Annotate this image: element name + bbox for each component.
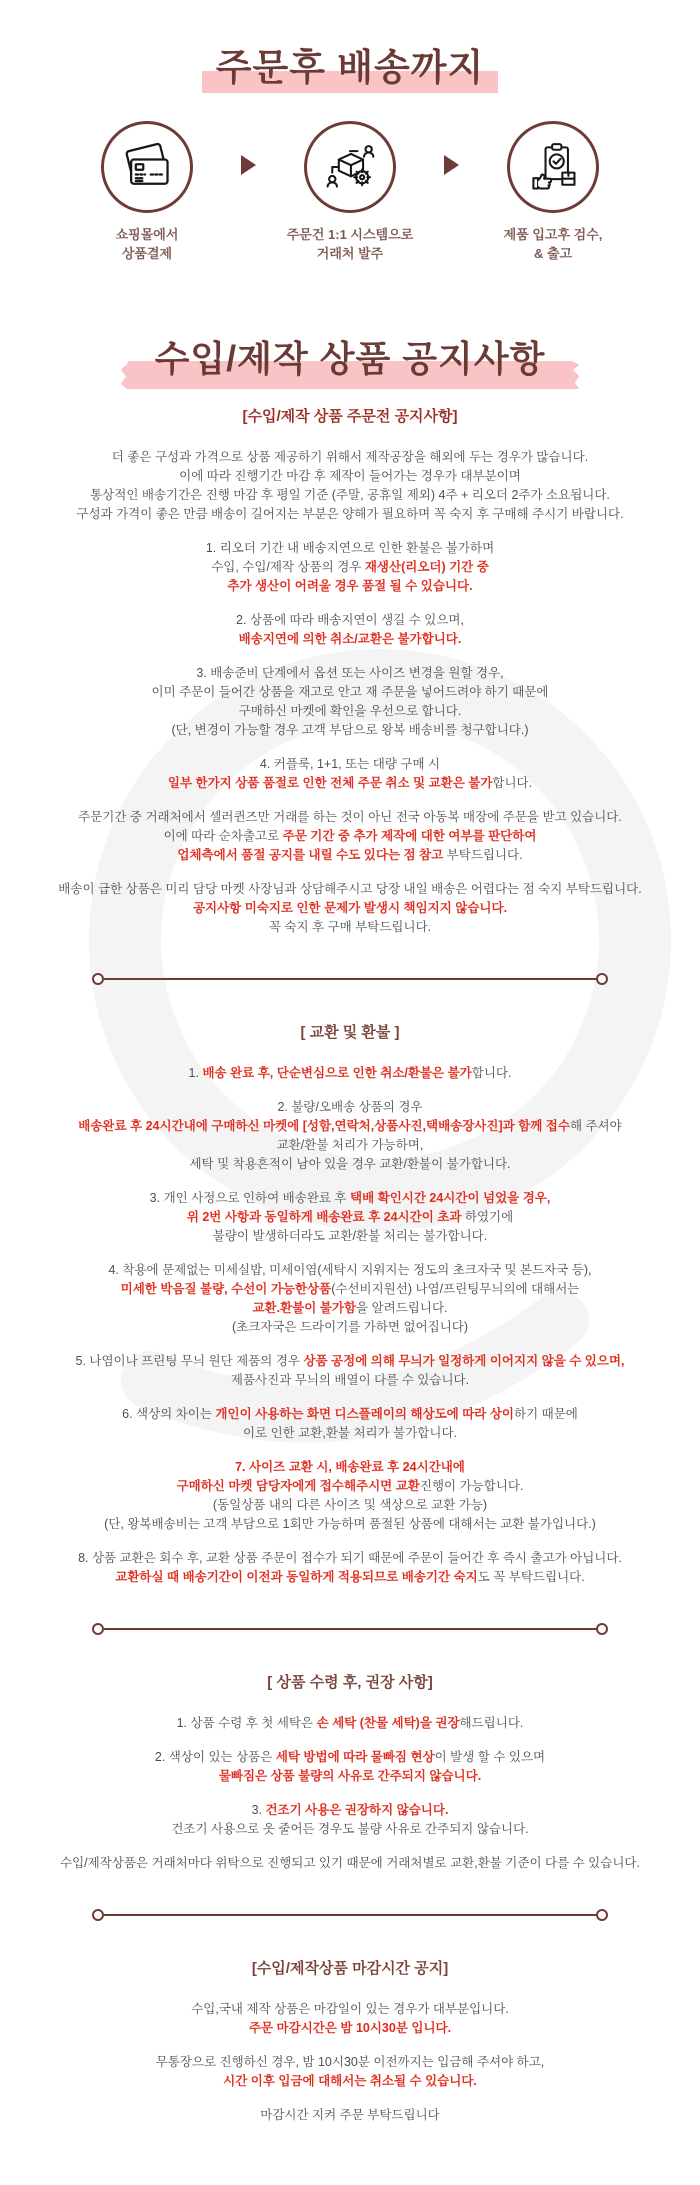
section-body xyxy=(0,448,700,937)
text-segment: 꼭 숙지 후 구매 부탁드립니다. xyxy=(268,919,432,934)
section-deadline-notice xyxy=(0,1957,700,2125)
text-segment: 3. 배송준비 단계에서 옵션 또는 사이즈 변경을 원할 경우, xyxy=(196,665,504,680)
text-line xyxy=(0,611,700,630)
text-line xyxy=(0,1748,700,1767)
order-system-icon xyxy=(304,121,396,213)
text-segment: 주문기간 중 거래처에서 셀러퀸즈만 거래를 하는 것이 아닌 전국 아동복 매장에 주문을 받고 있습니다. xyxy=(78,809,622,824)
text-segment: 통상적인 배송기간은 진행 마감 후 평일 기준 (주말, 공휴일 제외) 4주 + 리오더 2주가 소요됩니다. xyxy=(90,487,610,502)
text-segment: 2. 상품에 따라 배송지연이 생길 수 있으며, xyxy=(236,612,464,627)
text-line xyxy=(0,1280,700,1299)
text-line xyxy=(0,1261,700,1280)
section-after-receipt xyxy=(0,1671,700,1873)
arrow-right-icon xyxy=(444,155,459,175)
text-block xyxy=(0,1405,700,1443)
text-line xyxy=(0,880,700,899)
text-segment: 세탁 및 착용흔적이 남아 있을 경우 교환/환불이 불가합니다. xyxy=(189,1156,511,1171)
text-segment: 구매하신 마켓에 확인을 우선으로 합니다. xyxy=(238,703,462,718)
text-line xyxy=(0,1820,700,1839)
text-segment: 배송완료 후 24시간내에 구매하신 마켓에 [성함,연락처,상품사진,택배송장사진]과 함께 접수 xyxy=(78,1118,570,1133)
text-line xyxy=(0,1549,700,1568)
text-segment: 건조기 사용은 권장하지 않습니다. xyxy=(265,1802,449,1817)
step-label-payment xyxy=(59,226,235,264)
text-segment: 교환.환불이 불가함 xyxy=(252,1300,357,1315)
text-line xyxy=(0,1117,700,1136)
text-block xyxy=(0,539,700,596)
text-line xyxy=(0,2000,700,2019)
text-segment: 7. 사이즈 교환 시, 배송완료 후 24시간내에 xyxy=(235,1459,465,1474)
text-segment: 하기 때문에 xyxy=(514,1406,578,1421)
text-segment: 미세한 박음질 불량, 수선이 가능한상품 xyxy=(120,1281,332,1296)
text-line xyxy=(0,1515,700,1534)
text-line xyxy=(0,558,700,577)
step-label-ordering xyxy=(262,226,438,264)
text-line xyxy=(0,1767,700,1786)
order-flow-section xyxy=(0,48,700,263)
text-segment: 수입,국내 제작 상품은 마감일이 있는 경우가 대부분입니다. xyxy=(191,2001,509,2016)
flow-step-payment xyxy=(59,121,235,264)
text-block xyxy=(0,2106,700,2125)
text-line xyxy=(0,702,700,721)
text-segment: 배송이 급한 상품은 미리 담당 마켓 사장님과 상담해주시고 당장 내일 배송은 어렵다는 점 숙지 부탁드립니다. xyxy=(58,881,642,896)
text-line xyxy=(0,1854,700,1873)
text-line xyxy=(0,664,700,683)
section-header: [ 교환 및 환불 ] xyxy=(300,1023,400,1041)
text-line xyxy=(0,1371,700,1390)
section-header: [수입/제작상품 마감시간 공지] xyxy=(251,1959,449,1977)
text-segment: 합니다. xyxy=(471,1065,512,1080)
text-block xyxy=(0,448,700,524)
text-segment: 5. 나염이나 프린팅 무늬 원단 제품의 경우 xyxy=(75,1353,304,1368)
text-segment: 이로 인한 교환,환불 처리가 불가합니다. xyxy=(242,1425,458,1440)
text-segment: 교환하실 때 배송기간이 이전과 동일하게 적용되므로 배송기간 숙지 xyxy=(115,1569,478,1584)
section-header: [수입/제작 상품 주문전 공지사항] xyxy=(242,407,458,425)
divider-dot-icon xyxy=(92,1623,104,1635)
section-body xyxy=(0,1714,700,1873)
text-line xyxy=(0,2106,700,2125)
text-segment: 건조기 사용으로 옷 줄어든 경우도 불량 사유로 간주되지 않습니다. xyxy=(171,1821,529,1836)
text-line xyxy=(0,1405,700,1424)
text-block xyxy=(0,755,700,793)
text-segment: 개인이 사용하는 화면 디스플레이의 해상도에 따라 상이 xyxy=(215,1406,514,1421)
text-line xyxy=(0,1458,700,1477)
section-body xyxy=(0,2000,700,2125)
text-segment: 위 2번 사항과 동일하게 배송완료 후 24시간이 초과 xyxy=(186,1209,462,1224)
text-segment: 구성과 가격이 좋은 만큼 배송이 길어지는 부분은 양해가 필요하며 꼭 숙지 후 구매해 주시기 바랍니다. xyxy=(76,506,624,521)
text-block xyxy=(0,1261,700,1337)
text-block xyxy=(0,1352,700,1390)
text-segment: 구매하신 마켓 담당자에게 접수해주시면 교환 xyxy=(176,1478,420,1493)
step-label-inspection xyxy=(465,226,641,264)
divider-dot-icon xyxy=(92,973,104,985)
text-line xyxy=(0,2019,700,2038)
text-block xyxy=(0,880,700,937)
text-line xyxy=(0,2053,700,2072)
text-line xyxy=(0,1801,700,1820)
text-segment: 4. 커플룩, 1+1, 또는 대량 구매 시 xyxy=(259,756,441,771)
text-segment: 물빠짐은 상품 불량의 사유로 간주되지 않습니다. xyxy=(218,1768,482,1783)
text-segment: 합니다. xyxy=(492,775,533,790)
text-segment: 이에 따라 순차출고로 xyxy=(163,828,283,843)
text-block xyxy=(0,1098,700,1174)
text-segment: (단, 변경이 가능할 경우 고객 부담으로 왕복 배송비를 청구합니다.) xyxy=(171,722,529,737)
text-line xyxy=(0,1568,700,1587)
text-line xyxy=(0,755,700,774)
text-block xyxy=(0,1854,700,1873)
section-header: [ 상품 수령 후, 권장 사항] xyxy=(267,1673,433,1691)
text-segment: 1. xyxy=(188,1065,203,1080)
text-segment: 2. 색상이 있는 상품은 xyxy=(154,1749,276,1764)
text-block xyxy=(0,1189,700,1246)
divider-dot-icon xyxy=(596,1623,608,1635)
credit-card-icon xyxy=(101,121,193,213)
text-line xyxy=(0,721,700,740)
text-segment: (초크자국은 드라이기를 가하면 없어집니다) xyxy=(231,1319,469,1334)
divider-dot-icon xyxy=(596,1909,608,1921)
text-segment: 손 세탁 (찬물 세탁)을 권장 xyxy=(316,1715,460,1730)
divider-line xyxy=(104,1628,596,1631)
bottom-spacer xyxy=(0,2125,700,2185)
text-segment: 공지사항 미숙지로 인한 문제가 발생시 책임지지 않습니다. xyxy=(192,900,508,915)
step-label-line: 주문건 1:1 시스템으로 xyxy=(286,226,414,242)
text-segment: 주문 마감시간은 밤 10시30분 입니다. xyxy=(248,2020,452,2035)
arrow-right-icon xyxy=(241,155,256,175)
text-line xyxy=(0,1352,700,1371)
text-line xyxy=(0,1189,700,1208)
flow-title xyxy=(216,48,484,89)
text-line xyxy=(0,1299,700,1318)
text-segment: 제품사진과 무늬의 배열이 다를 수 있습니다. xyxy=(230,1372,470,1387)
text-line xyxy=(0,467,700,486)
text-segment: 배송지연에 의한 취소/교환은 불가합니다. xyxy=(238,631,462,646)
text-block xyxy=(0,2000,700,2038)
text-segment: 주문 기간 중 추가 제작에 대한 여부를 판단하여 xyxy=(282,828,537,843)
notice-title-text: 수입/제작 상품 공지사항 xyxy=(154,338,546,380)
flow-steps xyxy=(0,121,700,264)
text-line xyxy=(0,1424,700,1443)
text-line xyxy=(0,899,700,918)
text-block xyxy=(0,1748,700,1786)
divider-dot-icon xyxy=(596,973,608,985)
text-block xyxy=(0,611,700,649)
text-segment: 마감시간 지켜 주문 부탁드립니다 xyxy=(260,2107,440,2122)
text-segment: 무통장으로 진행하신 경우, 밤 10시30분 이전까지는 입금해 주셔야 하고, xyxy=(155,2054,545,2069)
text-line xyxy=(0,1155,700,1174)
step-label-line: 제품 입고후 검수, xyxy=(503,226,603,242)
text-line xyxy=(0,1496,700,1515)
text-line xyxy=(0,1227,700,1246)
flow-step-ordering xyxy=(262,121,438,264)
inspection-ship-icon xyxy=(507,121,599,213)
text-line xyxy=(0,774,700,793)
text-line xyxy=(0,1136,700,1155)
text-segment: (단, 왕복배송비는 고객 부담으로 1회만 가능하며 품절된 상품에 대해서는 교환 불가입니다.) xyxy=(104,1516,596,1531)
text-segment: 재생산(리오더) 기간 중 xyxy=(364,559,489,574)
step-label-line: 쇼핑몰에서 xyxy=(115,226,179,242)
text-line xyxy=(0,1714,700,1733)
text-block xyxy=(0,2053,700,2091)
section-divider xyxy=(92,1909,608,1921)
text-segment: 해드립니다. xyxy=(459,1715,524,1730)
text-segment: 3. xyxy=(251,1802,266,1817)
text-line xyxy=(0,505,700,524)
text-line xyxy=(0,539,700,558)
text-block xyxy=(0,1801,700,1839)
text-segment: 8. 상품 교환은 회수 후, 교환 상품 주문이 접수가 되기 때문에 주문이 들어간 후 즉시 출고가 아닙니다. xyxy=(78,1550,622,1565)
text-line xyxy=(0,846,700,865)
text-segment: 시간 이후 입금에 대해서는 취소될 수 있습니다. xyxy=(223,2073,477,2088)
section-exchange-refund xyxy=(0,1021,700,1587)
text-segment: 2. 불량/오배송 상품의 경우 xyxy=(277,1099,423,1114)
text-segment: 3. 개인 사정으로 인하여 배송완료 후 xyxy=(149,1190,350,1205)
step-label-line: 상품결제 xyxy=(121,245,173,261)
text-segment: 하였기에 xyxy=(461,1209,514,1224)
text-segment: 1. 상품 수령 후 첫 세탁은 xyxy=(176,1715,317,1730)
divider-line xyxy=(104,1914,596,1917)
text-line xyxy=(0,1477,700,1496)
text-line xyxy=(0,630,700,649)
section-body xyxy=(0,1064,700,1587)
divider-line xyxy=(104,978,596,981)
text-line xyxy=(0,1318,700,1337)
notice-title xyxy=(155,339,546,379)
text-segment: (동일상품 내의 다른 사이즈 및 색상으로 교환 가능) xyxy=(212,1497,488,1512)
text-segment: 불량이 발생하더라도 교환/환불 처리는 불가합니다. xyxy=(212,1228,488,1243)
text-segment: 부탁드립니다. xyxy=(443,847,523,862)
text-segment: 교환/환불 처리가 가능하며, xyxy=(276,1137,424,1152)
section-divider xyxy=(92,1623,608,1635)
text-segment: 도 꼭 부탁드립니다. xyxy=(477,1569,585,1584)
text-block xyxy=(0,1064,700,1083)
text-line xyxy=(0,448,700,467)
text-line xyxy=(0,2072,700,2091)
section-divider xyxy=(92,973,608,985)
text-segment: 이미 주문이 들어간 상품을 재고로 안고 재 주문을 넣어드려야 하기 때문에 xyxy=(151,684,549,699)
text-block xyxy=(0,664,700,740)
text-segment: 추가 생산이 어려울 경우 품절 될 수 있습니다. xyxy=(227,578,473,593)
text-block xyxy=(0,1458,700,1534)
text-segment: (수선비지원선) 나염/프린팅무늬의에 대해서는 xyxy=(331,1281,580,1296)
text-segment: 해 주셔야 xyxy=(569,1118,622,1133)
text-segment: 4. 착용에 문제없는 미세실밥, 미세이염(세탁시 지워지는 정도의 초크자국 및 본드자국 등), xyxy=(108,1262,592,1277)
divider-dot-icon xyxy=(92,1909,104,1921)
text-segment: 더 좋은 구성과 가격으로 상품 제공하기 위해서 제작공장을 해외에 두는 경우가 많습니다. xyxy=(111,449,589,464)
text-segment: 진행이 가능합니다. xyxy=(419,1478,524,1493)
text-segment: 수입, 수입/제작 상품의 경우 xyxy=(211,559,365,574)
text-segment: 수입/제작상품은 거래처마다 위탁으로 진행되고 있기 때문에 거래처별로 교환,환불 기준이 다를 수 있습니다. xyxy=(60,1855,640,1870)
flow-step-inspection xyxy=(465,121,641,264)
flow-title-text: 주문후 배송까지 xyxy=(215,47,485,88)
text-line xyxy=(0,1064,700,1083)
text-segment: 택배 확인시간 24시간이 넘었을 경우, xyxy=(350,1190,551,1205)
text-block xyxy=(0,1549,700,1587)
text-line xyxy=(0,577,700,596)
text-block xyxy=(0,1714,700,1733)
text-line xyxy=(0,486,700,505)
text-line xyxy=(0,1098,700,1117)
text-block xyxy=(0,808,700,865)
text-segment: 을 알려드립니다. xyxy=(356,1300,448,1315)
text-segment: 이 발생 할 수 있으며 xyxy=(434,1749,546,1764)
text-segment: 6. 색상의 차이는 xyxy=(122,1406,216,1421)
text-segment: 이에 따라 진행기간 마감 후 제작이 들어가는 경우가 대부분이며 xyxy=(179,468,521,483)
text-line xyxy=(0,683,700,702)
text-line xyxy=(0,918,700,937)
text-line xyxy=(0,1208,700,1227)
text-segment: 업체측에서 품절 공지를 내릴 수도 있다는 점 참고 xyxy=(177,847,444,862)
text-segment: 일부 한가지 상품 품절로 인한 전체 주문 취소 및 교환은 불가 xyxy=(167,775,493,790)
step-label-line: & 출고 xyxy=(533,245,573,261)
text-line xyxy=(0,808,700,827)
section-pre-order-notice xyxy=(0,405,700,937)
text-line xyxy=(0,827,700,846)
text-segment: 배송 완료 후, 단순변심으로 인한 취소/환불은 불가 xyxy=(202,1065,472,1080)
text-segment: 1. 리오더 기간 내 배송지연으로 인한 환불은 불가하며 xyxy=(205,540,495,555)
text-segment: 세탁 방법에 따라 물빠짐 현상 xyxy=(275,1749,435,1764)
text-segment: 상품 공정에 의해 무늬가 일정하게 이어지지 않을 수 있으며, xyxy=(303,1353,625,1368)
step-label-line: 거래처 발주 xyxy=(316,245,384,261)
